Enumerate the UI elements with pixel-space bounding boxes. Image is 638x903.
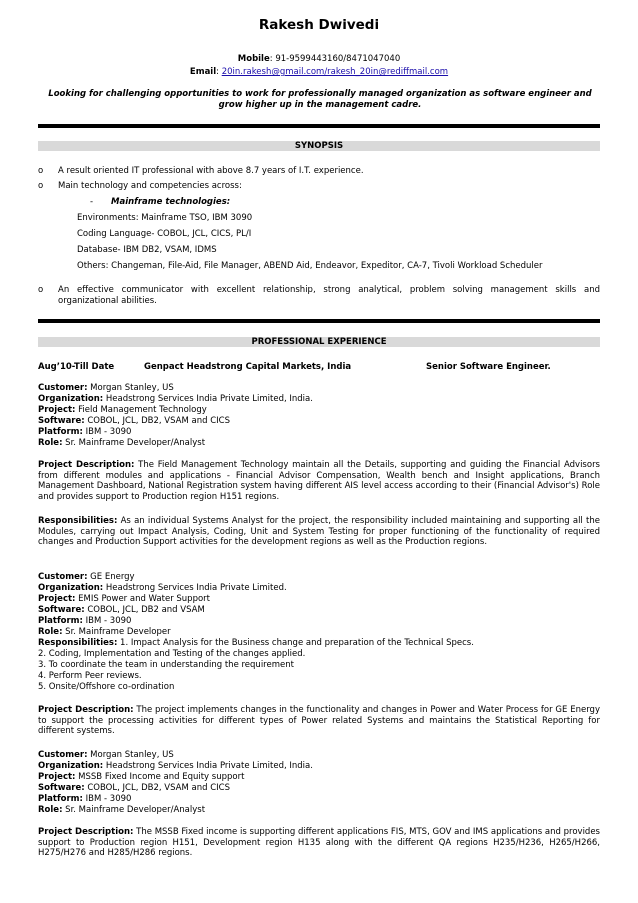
dash-marker: - [90,197,94,207]
project1-platform: Platform: IBM - 3090 [38,427,132,437]
employment-period: Aug’10-Till Date [38,362,115,372]
project2-platform: Platform: IBM - 3090 [38,616,132,626]
mainframe-subheading: Mainframe technologies: [111,197,231,207]
project2-responsibility-3: 3. To coordinate the team in understanding the requirement [38,660,294,670]
candidate-name: Rakesh Dwivedi [258,17,380,33]
project1-role: Role: Sr. Mainframe Developer/Analyst [38,438,206,448]
project3-role: Role: Sr. Mainframe Developer/Analyst [38,805,206,815]
project1-responsibilities: Responsibilities: As an individual Systems Analyst for the project, the responsibility included maintaining and supporting all the Modules, carrying out Impact Analysis, Coding, Unit and System Testing for proper functioning of the functionality of required changes and Production Support activities for the development regions as well as the Production regions. [38,516,600,548]
project2-customer: Customer: GE Energy [38,572,135,582]
synopsis-heading: SYNOPSIS [38,141,600,151]
project1-software: Software: COBOL, JCL, DB2, VSAM and CICS [38,416,230,426]
email-separator: : [216,67,222,77]
project1-organization: Organization: Headstrong Services India Private Limited, India. [38,394,313,404]
project1-customer: Customer: Morgan Stanley, US [38,383,174,393]
project2-role: Role: Sr. Mainframe Developer [38,627,171,637]
mobile-value: : 91-9599443160/8471047040 [269,54,401,64]
synopsis-item: An effective communicator with excellent relationship, strong analytical, problem solving management skills and organizational abilities. [58,285,600,306]
environments-line: Environments: Mainframe TSO, IBM 3090 [77,213,253,223]
project2-project: Project: EMIS Power and Water Support [38,594,210,604]
project3-project: Project: MSSB Fixed Income and Equity support [38,772,245,782]
project2-description: Project Description: The project implements changes in the functionality and changes in Power and Water Process for GE Energy to support the processing activities for different types of Power related Systems and maintains the Statistical Reporting for different systems. [38,705,600,737]
email-line [0,67,638,78]
email-link[interactable]: 20in.rakesh@gmail.com/rakesh_20in@rediffmail.com [221,67,449,77]
mobile-label: Mobile [237,54,270,64]
project1-description: Project Description: The Field Management Technology maintain all the Details, supporting and guiding the Financial Advisors from different modules and applications - Financial Advisor Compensation, Wealth bench and Insight applications, Branch Management Dashboard, National Registration system having different AIS level access according to their (Financial Advisor's) Role and provides support to Production region H151 regions. [38,460,600,502]
mobile-line [0,54,638,65]
experience-heading: PROFESSIONAL EXPERIENCE [38,337,600,347]
job-title: Senior Software Engineer. [426,362,551,372]
bullet-icon: o [38,166,44,176]
project2-software: Software: COBOL, JCL, DB2 and VSAM [38,605,205,615]
company-name: Genpact Headstrong Capital Markets, India [144,362,352,372]
email-label: Email [189,67,217,77]
project3-organization: Organization: Headstrong Services India Private Limited, India. [38,761,313,771]
database-line: Database- IBM DB2, VSAM, IDMS [77,245,217,255]
project2-responsibility-2: 2. Coding, Implementation and Testing of the changes applied. [38,649,306,659]
project3-customer: Customer: Morgan Stanley, US [38,750,174,760]
synopsis-item: A result oriented IT professional with above 8.7 years of I.T. experience. [58,166,364,176]
project1-project: Project: Field Management Technology [38,405,207,415]
section-divider [38,124,600,128]
others-line: Others: Changeman, File-Aid, File Manager, ABEND Aid, Endeavor, Expeditor, CA-7, Tivoli Workload Scheduler [77,261,543,271]
project3-platform: Platform: IBM - 3090 [38,794,132,804]
coding-language-line: Coding Language- COBOL, JCL, CICS, PL/I [77,229,252,239]
project3-software: Software: COBOL, JCL, DB2, VSAM and CICS [38,783,230,793]
section-divider [38,319,600,323]
objective-statement: Looking for challenging opportunities to work for professionally managed organization as software engineer and grow higher up in the management cadre. [48,89,592,110]
project2-responsibility-4: 4. Perform Peer reviews. [38,671,142,681]
project2-responsibility-1: Responsibilities: 1. Impact Analysis for the Business change and preparation of the Technical Specs. [38,638,474,648]
project2-organization: Organization: Headstrong Services India Private Limited. [38,583,287,593]
project2-responsibility-5: 5. Onsite/Offshore co-ordination [38,682,175,692]
project3-description: Project Description: The MSSB Fixed income is supporting different applications FIS, MTS, GOV and IMS applications and provides support to Production region H151, Development region H135 along with the different QA regions H235/H236, H265/H266, H275/H276 and H285/H286 regions. [38,827,600,859]
synopsis-item: Main technology and competencies across: [58,181,242,191]
bullet-icon: o [38,285,44,295]
bullet-icon: o [38,181,44,191]
